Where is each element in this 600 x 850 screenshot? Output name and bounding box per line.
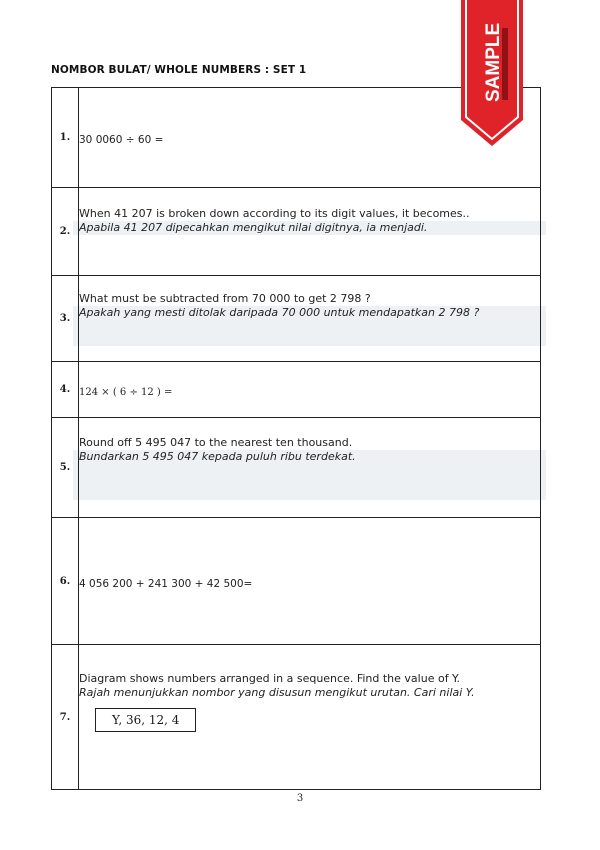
question-text-english: Round off 5 495 047 to the nearest ten thousand. xyxy=(79,435,353,449)
question-cell xyxy=(79,276,541,362)
question-number: 2. xyxy=(52,188,79,276)
question-cell xyxy=(79,518,541,645)
question-row-2 xyxy=(52,188,541,276)
question-row-6 xyxy=(52,518,541,645)
question-expression: 30 0060 ÷ 60 = xyxy=(79,134,164,146)
sequence-box: Y, 36, 12, 4 xyxy=(95,708,196,732)
question-text-malay: Bundarkan 5 495 047 kepada puluh ribu terdekat. xyxy=(73,450,546,464)
question-cell xyxy=(79,418,541,518)
question-text-english: Diagram shows numbers arranged in a sequence. Find the value of Y. xyxy=(79,672,461,685)
question-text-english: When 41 207 is broken down according to its digit values, it becomes.. xyxy=(79,206,470,220)
question-row-7 xyxy=(52,645,541,790)
page-number: 3 xyxy=(296,793,304,804)
question-row-5 xyxy=(52,418,541,518)
question-text-malay: Apakah yang mesti ditolak daripada 70 000 untuk mendapatkan 2 798 ? xyxy=(73,306,546,320)
question-text-english: What must be subtracted from 70 000 to get 2 798 ? xyxy=(79,291,371,305)
question-number: 3. xyxy=(52,276,79,362)
questions-table xyxy=(51,87,541,790)
question-row-4 xyxy=(52,362,541,418)
question-cell xyxy=(79,645,541,790)
sample-ribbon xyxy=(461,0,523,148)
question-number: 6. xyxy=(52,518,79,645)
question-number: 7. xyxy=(52,645,79,790)
question-expression: 124 × ( 6 ÷ 12 ) = xyxy=(79,387,173,398)
worksheet-title: NOMBOR BULAT/ WHOLE NUMBERS : SET 1 xyxy=(51,64,307,76)
question-cell xyxy=(79,188,541,276)
question-row-3 xyxy=(52,276,541,362)
question-text-malay: Rajah menunjukkan nombor yang disusun mengikut urutan. Cari nilai Y. xyxy=(79,686,475,699)
question-number: 5. xyxy=(52,418,79,518)
question-text-malay: Apabila 41 207 dipecahkan mengikut nilai digitnya, ia menjadi. xyxy=(73,221,546,235)
question-number: 4. xyxy=(52,362,79,418)
question-expression: 4 056 200 + 241 300 + 42 500= xyxy=(79,577,253,590)
question-number: 1. xyxy=(52,88,79,188)
ribbon-label: SAMPLE xyxy=(483,22,504,102)
question-cell xyxy=(79,362,541,418)
